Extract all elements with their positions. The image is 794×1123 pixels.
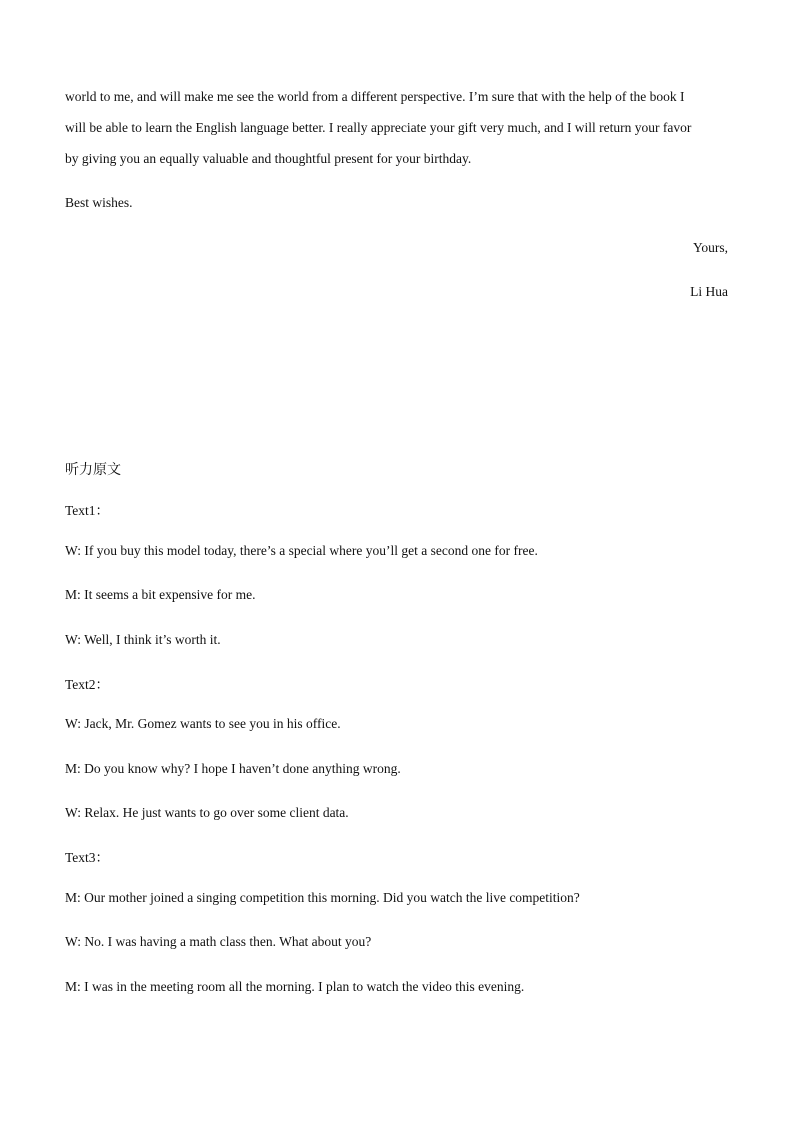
section-label-text1: Text1： <box>65 503 110 518</box>
dialogue-line: W: If you buy this model today, there’s a special where you’ll get a second one for free. <box>65 543 538 558</box>
dialogue-line: M: Our mother joined a singing competition this morning. Did you watch the live competition? <box>65 890 580 905</box>
dialogue-line: W: Jack, Mr. Gomez wants to see you in his office. <box>65 716 341 731</box>
section-label-text2: Text2： <box>65 677 110 692</box>
transcript-heading: 听力原文 <box>65 462 121 478</box>
dialogue-line: M: It seems a bit expensive for me. <box>65 587 256 602</box>
dialogue-line: W: Well, I think it’s worth it. <box>65 632 221 647</box>
dialogue-line: W: Relax. He just wants to go over some client data. <box>65 805 349 820</box>
letter-valediction: Yours, <box>692 240 728 255</box>
section-label-text3: Text3： <box>65 850 110 865</box>
letter-line-3: by giving you an equally valuable and thoughtful present for your birthday. <box>65 151 472 166</box>
letter-closing: Best wishes. <box>65 195 133 210</box>
dialogue-line: W: No. I was having a math class then. What about you? <box>65 934 372 949</box>
letter-line-1: world to me, and will make me see the world from a different perspective. I’m sure that with the help of the book I <box>65 89 685 104</box>
dialogue-line: M: Do you know why? I hope I haven’t done anything wrong. <box>65 761 401 776</box>
dialogue-line: M: I was in the meeting room all the morning. I plan to watch the video this evening. <box>65 979 525 994</box>
letter-line-2: will be able to learn the English language better. I really appreciate your gift very much, and I will return your favor <box>65 120 692 135</box>
letter-signature: Li Hua <box>690 284 728 299</box>
